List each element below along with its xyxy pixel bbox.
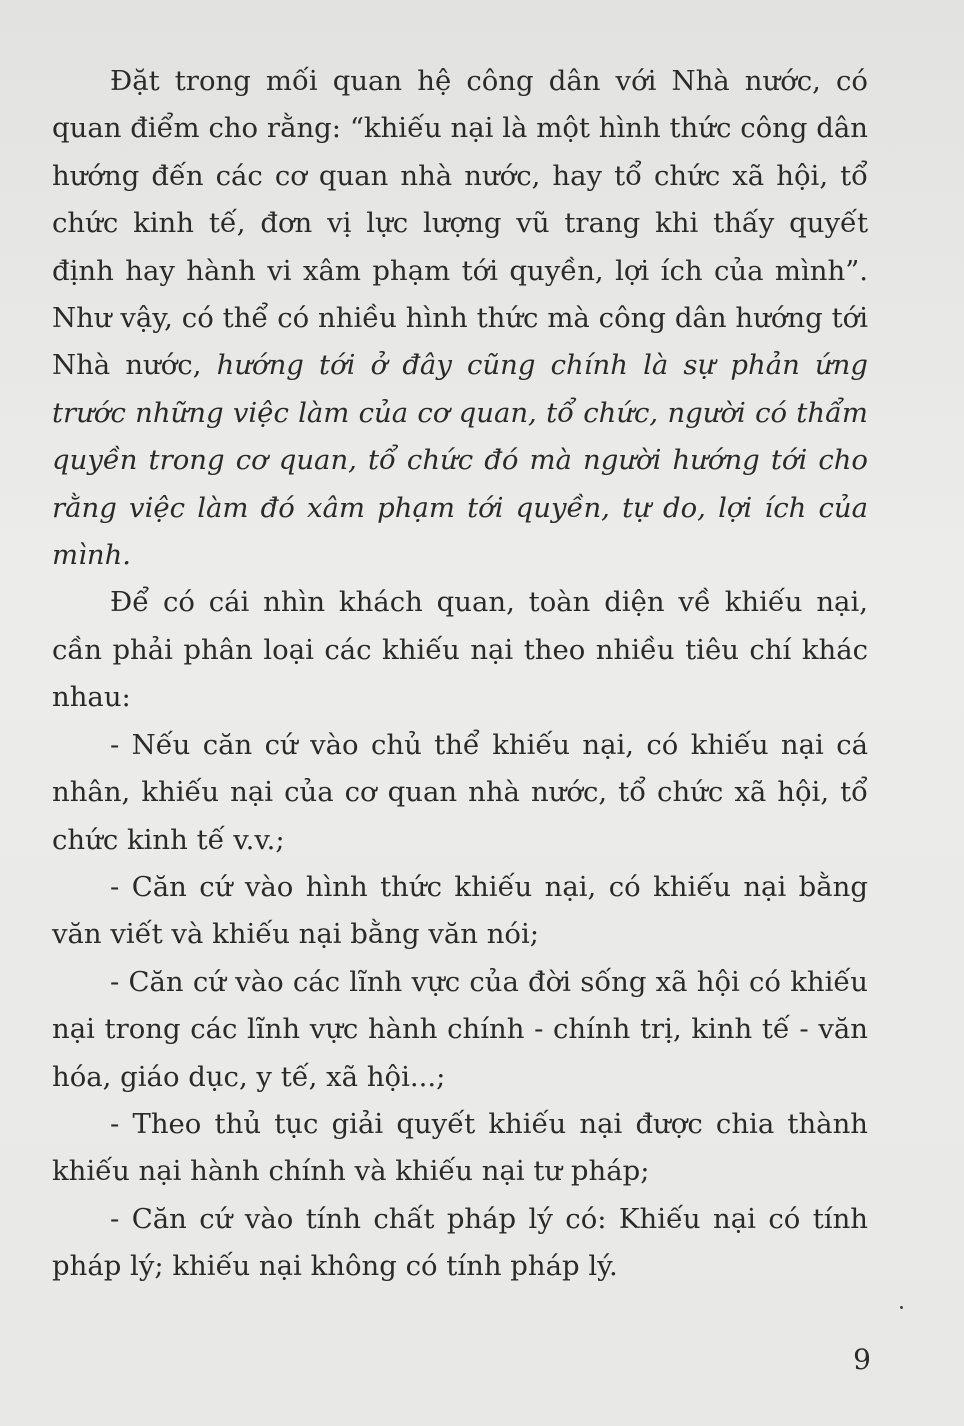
paragraph-classification-intro: Để có cái nhìn khách quan, toàn diện về khiếu nại, cần phải phân loại các khiếu nại theo nhiều tiêu chí khác nhau: [52,586,868,714]
list-item-by-procedure: - Theo thủ tục giải quyết khiếu nại được chia thành khiếu nại hành chính và khiếu nại tư pháp; [52,1107,868,1188]
paragraph-definition-text: Đặt trong mối quan hệ công dân với Nhà nước, có quan điểm cho rằng: “khiếu nại là một hình thức công dân hướng đến các cơ quan nhà nước, hay tổ chức xã hội, tổ chức kinh tế, đơn vị lực lượng vũ trang khi thấy quyết định hay hành vi xâm phạm tới quyền, lợi ích của mình”. Như vậy, có thể có nhiều hình thức mà công dân hướng tới Nhà nước, [52,65,868,382]
page-number: 9 [853,1343,871,1376]
paragraph-definition-italic-text: hướng tới ở đây cũng chính là sự phản ứng trước những việc làm của cơ quan, tổ chức, người có thẩm quyền trong cơ quan, tổ chức đó mà người hướng tới cho rằng việc làm đó xâm phạm tới quyền, tự do, lợi ích của mình. [52,349,868,572]
body-text [52,58,868,1291]
list-item-by-subject: - Nếu căn cứ vào chủ thể khiếu nại, có khiếu nại cá nhân, khiếu nại của cơ quan nhà nước, tổ chức xã hội, tổ chức kinh tế v.v.; [52,728,868,856]
list-item-by-legal-nature: - Căn cứ vào tính chất pháp lý có: Khiếu nại có tính pháp lý; khiếu nại không có tính pháp lý. [52,1202,868,1283]
list-item-by-field: - Căn cứ vào các lĩnh vực của đời sống xã hội có khiếu nại trong các lĩnh vực hành chính - chính trị, kinh tế - văn hóa, giáo dục, y tế, xã hội...; [52,965,868,1093]
paper-speck [900,1306,903,1309]
list-item-by-form: - Căn cứ vào hình thức khiếu nại, có khiếu nại bằng văn viết và khiếu nại bằng văn nói; [52,870,868,951]
paragraph-definition [52,58,868,579]
